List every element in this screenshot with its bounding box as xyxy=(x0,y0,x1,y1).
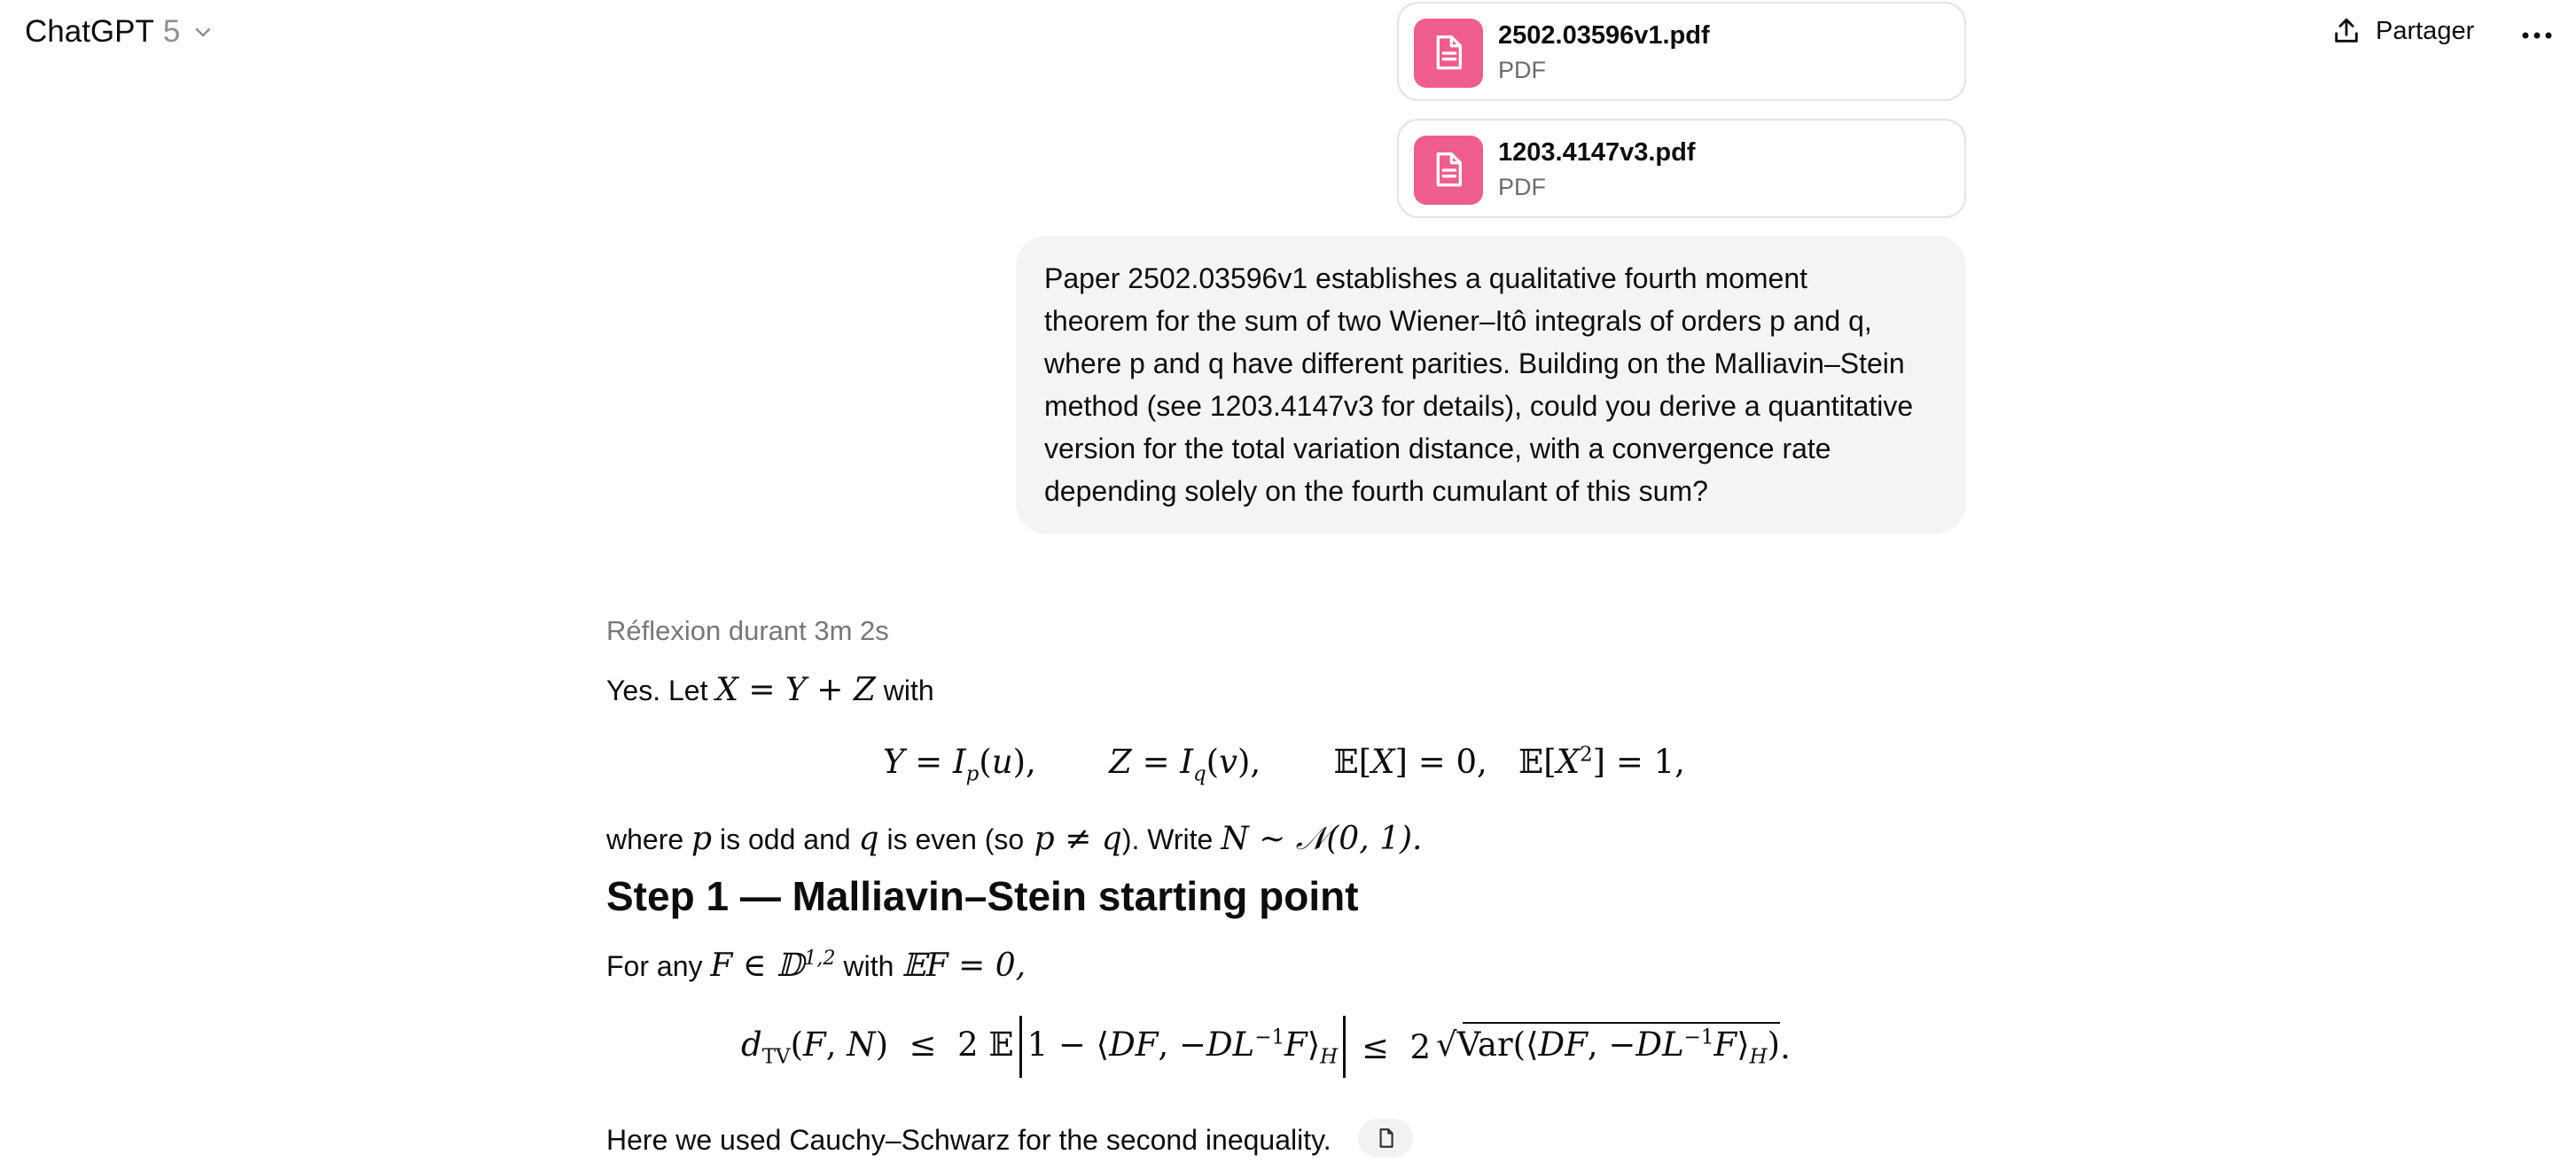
math-inline: N ∼ 𝒩(0, 1). xyxy=(1221,821,1423,857)
cauchy-note: Here we used Cauchy–Schwarz for the second inequality. xyxy=(606,1124,1331,1156)
document-icon xyxy=(1414,19,1483,88)
model-version: 5 xyxy=(162,14,181,49)
math-inline: X = Y + Z xyxy=(715,672,876,708)
copy-icon xyxy=(1374,1127,1397,1150)
copy-button[interactable] xyxy=(1358,1119,1413,1158)
display-equation-bound: $d_{TV}(F$, N) ≤ 2 𝔼 1 − ⟨DF, $-DL^{-1}F⟩_H$ ≤ 2 √ Var(⟨DF, $-DL^{-1}F⟩_H$) . xyxy=(741,1016,1791,1078)
more-horizontal-icon xyxy=(2521,31,2553,40)
intro-line xyxy=(606,672,934,708)
for-any-line xyxy=(606,947,1026,984)
top-bar xyxy=(0,0,2576,73)
chevron-down-icon xyxy=(192,21,214,43)
math-inline: p xyxy=(691,821,713,857)
more-options-button[interactable] xyxy=(2517,16,2556,55)
attachment-card[interactable] xyxy=(1397,2,1966,101)
user-message-line: depending solely on the fourth cumulant of this sum? xyxy=(1044,475,1708,507)
user-message-line: theorem for the sum of two Wiener–Itô integrals of orders p and q, xyxy=(1044,305,1872,337)
user-message-line: version for the total variation distance, with a convergence rate xyxy=(1044,433,1831,464)
text: ). Write xyxy=(1121,823,1214,855)
user-message-bubble xyxy=(1016,236,1966,534)
intro-text: with xyxy=(883,675,934,706)
attachment-name: 2502.03596v1.pdf xyxy=(1498,21,1710,50)
text: with xyxy=(843,950,894,982)
share-button[interactable] xyxy=(2331,16,2474,46)
attachment-card[interactable] xyxy=(1397,119,1966,218)
text: where xyxy=(606,823,684,855)
math-inline: F ∈ 𝔻$^{1,2}$ xyxy=(710,947,836,984)
attachment-type: PDF xyxy=(1498,57,1546,83)
model-name: ChatGPT xyxy=(25,14,154,49)
user-message-line: Paper 2502.03596v1 establishes a qualitative fourth moment xyxy=(1044,262,1807,294)
share-label: Partager xyxy=(2376,16,2475,45)
math-inline: p ≠ q xyxy=(1024,821,1122,857)
intro-text: Yes. Let xyxy=(606,675,708,706)
text: is even (so xyxy=(886,823,1025,855)
user-message-line: where p and q have different parities. Building on the Malliavin–Stein xyxy=(1044,347,1905,379)
share-upload-icon xyxy=(2331,16,2361,46)
display-equation-definitions: $Y = I_p(u)$, $Z = I_q(v)$, 𝔼[X] = 0, $𝔼[X^2] = 1$, xyxy=(883,743,1685,786)
attachment-type: PDF xyxy=(1498,174,1546,200)
model-selector[interactable] xyxy=(25,14,214,50)
document-icon xyxy=(1414,136,1483,205)
text: For any xyxy=(606,950,703,982)
thinking-duration-label[interactable]: Réflexion durant 3m 2s xyxy=(606,615,889,646)
step-heading: Step 1 — Malliavin–Stein starting point xyxy=(606,873,1359,919)
attachment-name: 1203.4147v3.pdf xyxy=(1498,138,1696,167)
user-message-line: method (see 1203.4147v3 for details), could you derive a quantitative xyxy=(1044,390,1914,422)
where-line xyxy=(606,821,1423,858)
text: is odd and xyxy=(719,823,851,855)
math-inline: 𝔼F = 0, xyxy=(902,948,1026,984)
math-inline: q xyxy=(858,821,879,857)
